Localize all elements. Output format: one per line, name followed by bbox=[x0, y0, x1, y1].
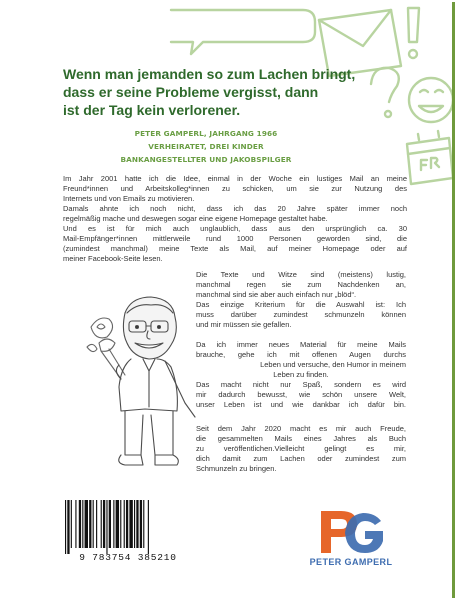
paragraph-line: zu veröffentlichen.Vielleicht gelingt es mir, bbox=[196, 444, 406, 453]
material-paragraph bbox=[196, 340, 406, 410]
book-paragraph bbox=[196, 424, 406, 474]
intro-line: Im Jahr 2001 hatte ich die Idee, einmal in der Woche ein lustiges Mail an meine bbox=[63, 174, 407, 183]
intro-line: regelmäßig mache und deswegen sogar eine eigene Homepage gestaltet habe. bbox=[63, 214, 328, 223]
paragraph-line: Das einzige Kriterium für die Auswahl ist: Ich bbox=[196, 300, 406, 309]
intro-line: Internets und von Emails zu motivieren. bbox=[63, 194, 195, 203]
paragraph-line: Die Texte und Witze sind (meistens) lustig, bbox=[196, 270, 406, 279]
quote-line: dass er seine Probleme vergisst, dann bbox=[63, 84, 319, 100]
back-cover bbox=[3, 2, 455, 598]
paragraph-line: manchmal regen sie zum Nachdenken an, bbox=[196, 280, 406, 289]
intro-line: (zumindest manchmal) meine Texte als Mail, auf meiner Homepage oder auf bbox=[63, 244, 407, 253]
author-name-year: PETER GAMPERL, JAHRGANG 1966 bbox=[134, 129, 278, 138]
paragraph-line: brauche, gehe ich mit offenen Augen durchs bbox=[196, 350, 406, 359]
author-profession: BANKANGESTELLTER UND JAKOBSPILGER bbox=[120, 155, 292, 164]
paragraph-line: muss darüber zumindest schmunzeln können bbox=[196, 310, 406, 319]
paragraph-line: mir dadurch bewusst, wie schön unsere Welt, bbox=[196, 390, 406, 399]
caricature-drawing bbox=[85, 287, 215, 472]
paragraph-line: Leben und versuche, den Humor in meinem bbox=[260, 360, 406, 369]
paragraph-line: Da ich immer neues Material für meine Mails bbox=[196, 340, 406, 349]
paragraph-line: Seit dem Jahr 2020 macht es mir auch Freude, bbox=[196, 424, 406, 433]
paragraph-line: die gesammelten Mails eines Jahres als Buch bbox=[196, 434, 406, 443]
intro-paragraph bbox=[63, 174, 407, 264]
paragraph-line: Schmunzeln zu bringen. bbox=[196, 464, 277, 473]
exclamation-doodle bbox=[408, 8, 419, 58]
question-mark-doodle bbox=[371, 68, 399, 117]
intro-line: Freund*innen und Arbeitskolleg*innen zu schicken, um sie zur Nutzung des bbox=[63, 184, 407, 193]
quote-line: ist der Tag kein verlorener. bbox=[63, 102, 241, 118]
paragraph-line: Leben zu finden. bbox=[273, 370, 329, 379]
intro-line: meiner Facebook-Seite lesen. bbox=[63, 254, 163, 263]
quote bbox=[63, 65, 363, 119]
paragraph-line: und mir müssen sie gefallen. bbox=[196, 320, 292, 329]
paragraph-line: manchmal sind sie aber auch einfach nur „blöd“. bbox=[196, 290, 357, 299]
intro-line: Mail-Empfänger*innen mittlerweile rund 1000 Personen geworden sind, die bbox=[63, 234, 407, 243]
author-info bbox=[111, 127, 301, 166]
intro-line: Damals ahnte ich noch nicht, dass ich das 20 Jahre später immer noch bbox=[63, 204, 407, 213]
paragraph-line: Das macht nicht nur Spaß, sondern es wird bbox=[196, 380, 406, 389]
intro-line: Und es ist für mich auch unglaublich, dass aus den ursprünglich ca. 30 bbox=[63, 224, 407, 233]
calendar-doodle bbox=[407, 131, 453, 184]
author-family: VERHEIRATET, DREI KINDER bbox=[148, 142, 264, 151]
emoji-doodle bbox=[409, 78, 453, 122]
humor-paragraph bbox=[196, 270, 406, 330]
barcode-digits: 9 783754 385210 bbox=[79, 552, 177, 563]
quote-line: Wenn man jemanden so zum Lachen bringt, bbox=[63, 66, 356, 82]
barcode bbox=[63, 496, 193, 576]
paragraph-line: unser Leben ist und wie dankbar ich dafür bin. bbox=[196, 400, 406, 409]
paragraph-line: dich damit zum Lachen oder zumindest zum bbox=[196, 454, 406, 463]
speech-bubble-doodle bbox=[171, 10, 315, 54]
logo-name: PETER GAMPERL bbox=[309, 557, 393, 567]
